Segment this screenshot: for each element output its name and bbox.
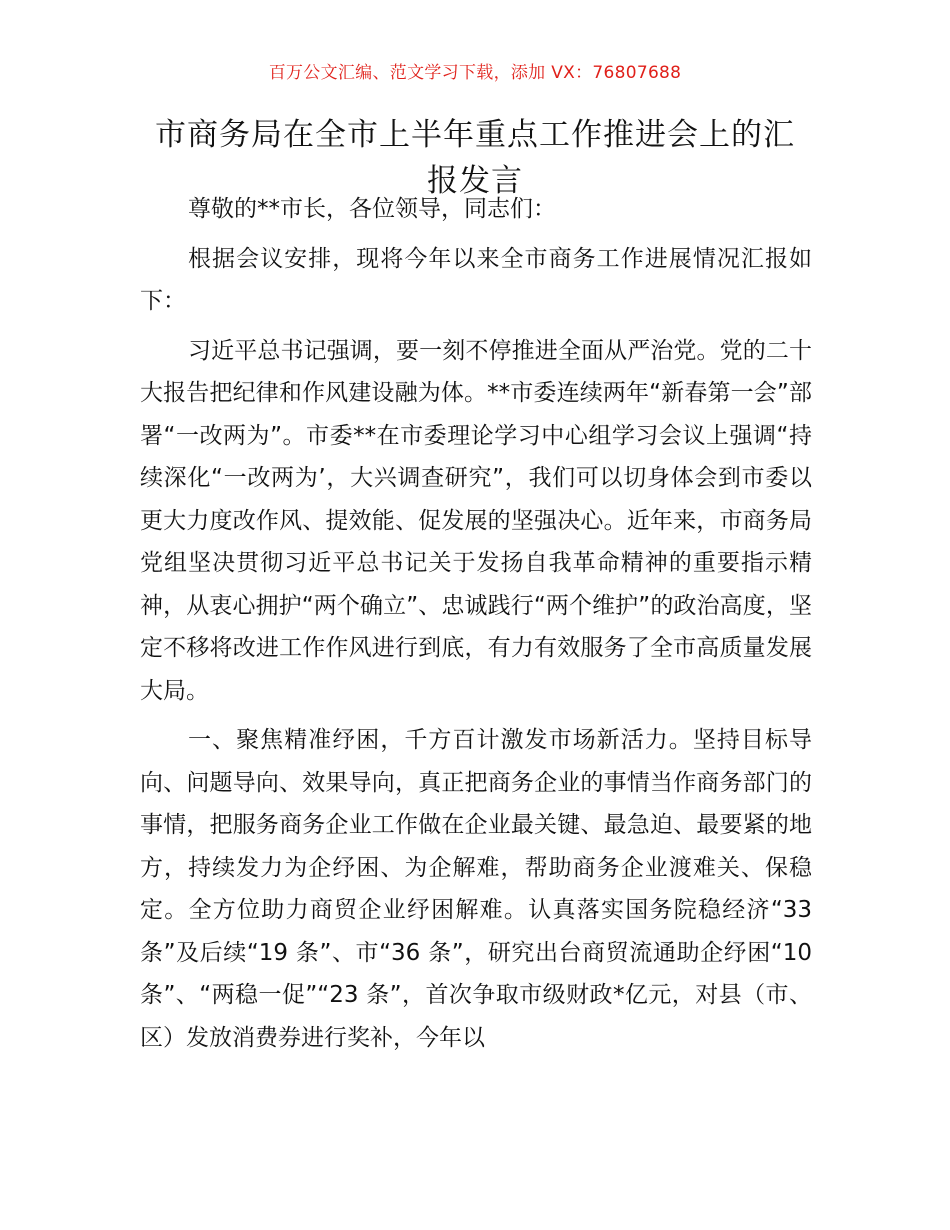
document-body bbox=[140, 188, 812, 1066]
document-title: 市商务局在全市上半年重点工作推进会上的汇报发言 bbox=[155, 117, 795, 199]
section-one-paragraph: 一、聚焦精准纾困，千方百计激发市场新活力。坚持目标导向、问题导向、效果导向，真正把商务企业的事情当作商务部门的事情，把服务商务企业工作做在企业最关键、最急迫、最要紧的地方，持续发力为企纾困、为企解难，帮助商务企业渡难关、保稳定。全方位助力商贸企业纾困解难。认真落实国务院稳经济“33 条”及后续“19 条”、市“36 条”，研究出台商贸流通助企纾困“10 条”、“两稳一促”“23 条”，首次争取市级财政*亿元，对县（市、区）发放消费券进行奖补，今年以 bbox=[140, 727, 812, 1051]
intro-paragraph: 根据会议安排，现将今年以来全市商务工作进展情况汇报如下： bbox=[140, 245, 812, 314]
body-paragraph: 习近平总书记强调，要一刻不停推进全面从严治党。党的二十大报告把纪律和作风建设融为体。**市委连续两年“新春第一会”部署“一改两为”。市委**在市委理论学习中心组学习会议上强调“持续深化“一改两为’，大兴调查研究”，我们可以切身体会到市委以更大力度改作风、提效能、促发展的坚强决心。近年来，市商务局党组坚决贯彻习近平总书记关于发扬自我革命精神的重要指示精神，从衷心拥护“两个确立”、忠诚践行“两个维护”的政治高度，坚定不移将改进工作作风进行到底，有力有效服务了全市高质量发展大局。 bbox=[140, 337, 812, 704]
download-banner: 百万公文汇编、范文学习下载，添加 VX：76807688 bbox=[268, 63, 682, 83]
salutation-paragraph: 尊敬的**市长，各位领导，同志们： bbox=[188, 196, 556, 222]
